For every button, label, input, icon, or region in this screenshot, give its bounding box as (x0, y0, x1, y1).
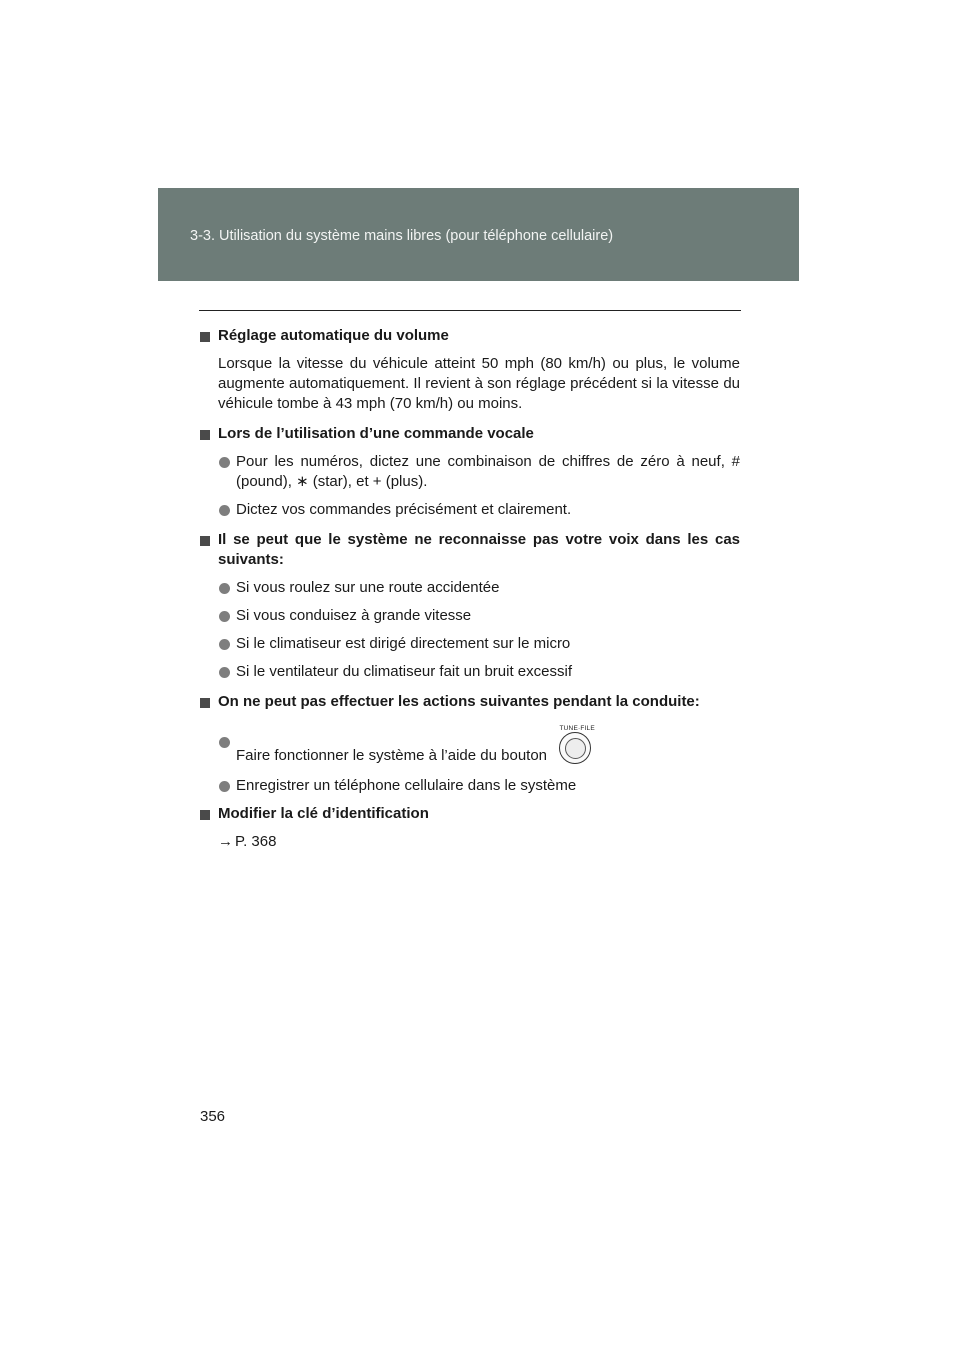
passkey-xref[interactable] (200, 832, 740, 852)
heading-passkey-text: Modifier la clé d’identification (218, 805, 429, 822)
circle-bullet-icon (219, 667, 230, 678)
voice-bullet-numbers: Pour les numéros, dictez une combinaison de chiffres de zéro à neuf, # (pound), ∗ (star), et + (plus). (236, 453, 740, 490)
recognition-bullet-high-speed: Si vous conduisez à grande vitesse (236, 607, 472, 624)
recognition-bullet-ac-direct: Si le climatiseur est dirigé directement sur le micro (236, 635, 571, 652)
list-item (200, 725, 740, 772)
list-item (200, 634, 740, 654)
circle-bullet-icon (219, 781, 230, 792)
circle-bullet-icon (219, 457, 230, 468)
heading-voice-command-text: Lors de l’utilisation d’une commande vocale (218, 425, 534, 442)
list-item (200, 500, 740, 520)
list-item (200, 578, 740, 598)
circle-bullet-icon (219, 737, 230, 748)
square-bullet-icon (200, 332, 210, 342)
heading-auto-volume-text: Réglage automatique du volume (218, 327, 449, 344)
list-item (200, 776, 740, 796)
recognition-bullet-fan-noise: Si le ventilateur du climatiseur fait un bruit excessif (236, 663, 572, 680)
heading-driving-restrictions-text: On ne peut pas effectuer les actions suivantes pendant la conduite: (218, 693, 700, 710)
auto-volume-body: Lorsque la vitesse du véhicule atteint 50 mph (80 km/h) ou plus, le volume augmente automatiquement. Il revient à son réglage précédent si la vitesse du véhicule tombe à 43 mph (70 km/h) ou moins. (218, 355, 740, 412)
heading-driving-restrictions (200, 692, 740, 712)
list-item (200, 606, 740, 626)
voice-bullet-clearly: Dictez vos commandes précisément et clairement. (236, 501, 572, 518)
circle-bullet-icon (219, 583, 230, 594)
page-content (200, 326, 740, 852)
square-bullet-icon (200, 698, 210, 708)
tune-file-knob-icon (555, 725, 597, 772)
knob-inner-dial (565, 738, 586, 759)
square-bullet-icon (200, 430, 210, 440)
page-number: 356 (200, 1108, 226, 1125)
heading-passkey (200, 804, 740, 824)
section-header-band (158, 188, 799, 281)
section-title: 3-3. Utilisation du système mains libres (pour téléphone cellulaire) (190, 228, 614, 244)
driving-bullet-knob: Faire fonctionner le système à l’aide du bouton (236, 747, 548, 764)
circle-bullet-icon (219, 639, 230, 650)
list-item (200, 452, 740, 492)
square-bullet-icon (200, 810, 210, 820)
arrow-right-icon: → (218, 833, 233, 850)
heading-auto-volume (200, 326, 740, 346)
knob-outer-ring (559, 732, 591, 764)
top-divider (199, 310, 741, 311)
heading-voice-command (200, 424, 740, 444)
circle-bullet-icon (219, 505, 230, 516)
heading-recognition-issues (200, 530, 740, 570)
page-reference-link[interactable]: P. 368 (235, 833, 277, 850)
square-bullet-icon (200, 536, 210, 546)
heading-recognition-issues-text: Il se peut que le système ne reconnaisse pas votre voix dans les cas suivants: (218, 531, 740, 568)
circle-bullet-icon (219, 611, 230, 622)
recognition-bullet-rough-road: Si vous roulez sur une route accidentée (236, 579, 500, 596)
driving-bullet-register-phone: Enregistrer un téléphone cellulaire dans le système (236, 777, 577, 794)
list-item (200, 662, 740, 682)
knob-label: TUNE·FILE (559, 725, 595, 732)
